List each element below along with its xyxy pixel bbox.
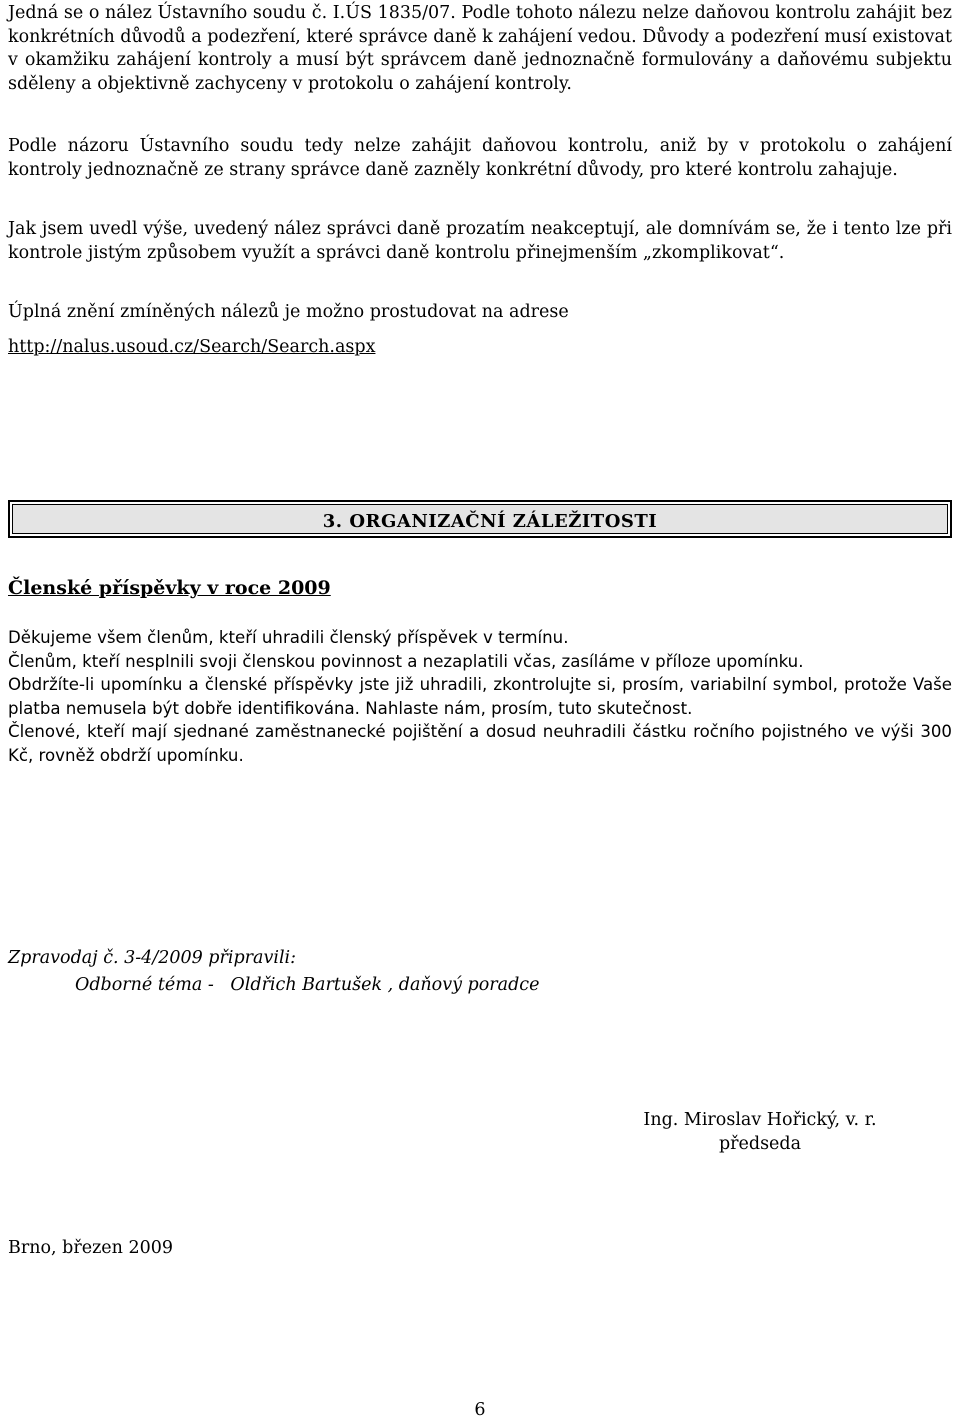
intro-paragraph-3: Jak jsem uvedl výše, uvedený nález správci daně prozatím neakceptují, ale domnívám se, že i tento lze při kontrole jistým způsobem využít a správci daně kontrolu přinejmenším „zkomplikovat“.: [8, 219, 952, 263]
section-header-bar: [8, 500, 952, 538]
intro-paragraph-2: Podle názoru Ústavního soudu tedy nelze zahájit daňovou kontrolu, aniž by v protokolu o zahájení kontroly jednoznačně ze strany správce daně zazněly konkrétní důvody, pro které kontrolu zahajuje.: [8, 136, 952, 180]
fees-paragraph-2: Členům, kteří nesplnili svoji členskou povinnost a nezaplatili včas, zasíláme v příloze upomínku.: [8, 651, 804, 671]
fees-paragraph-4: Členové, kteří mají sjednané zaměstnanecké pojištění a dosud neuhradili částku ročního pojistného ve výši 300 Kč, rovněž obdrží upomínku.: [8, 722, 952, 765]
place-date: Brno, březen 2009: [8, 1238, 174, 1258]
credits-line: Odborné téma - Oldřich Bartušek , daňový poradce: [75, 975, 540, 995]
section-title: 3. ORGANIZAČNÍ ZÁLEŽITOSTI: [322, 511, 658, 532]
page-number: 6: [474, 1400, 486, 1420]
fees-paragraph-3: Obdržíte-li upomínku a členské příspěvky jste již uhradili, zkontrolujte si, prosím, variabilní symbol, protože Vaše platba nemusela být dobře identifikována. Nahlaste nám, prosím, tuto skutečnost.: [8, 675, 952, 718]
fees-paragraph-1: Děkujeme všem členům, kteří uhradili členský příspěvek v termínu.: [8, 628, 569, 647]
intro-paragraph-1: Jedná se o nález Ústavního soudu č. I.ÚS 1835/07. Podle tohoto nálezu nelze daňovou kontrolu zahájit bez konkrétních důvodů a podezření, které správce daně k zahájení vedou. Důvody a podezření musí existovat v okamžiku zahájení kontroly a musí být správcem daně jednoznačně formulovány a daňovému subjektu sděleny a objektivně zachyceny v protokolu o zahájení kontroly.: [8, 3, 953, 94]
signer-name: Ing. Miroslav Hořický, v. r.: [643, 1110, 877, 1130]
credits-label: Zpravodaj č. 3-4/2009 připravili:: [8, 948, 297, 968]
intro-paragraph-4: Úplná znění zmíněných nálezů je možno prostudovat na adrese: [8, 302, 569, 322]
fees-heading: Členské příspěvky v roce 2009: [8, 577, 331, 599]
signer-role: předseda: [718, 1134, 802, 1154]
source-link[interactable]: http://nalus.usoud.cz/Search/Search.aspx: [8, 337, 376, 357]
fees-text: [8, 626, 952, 768]
